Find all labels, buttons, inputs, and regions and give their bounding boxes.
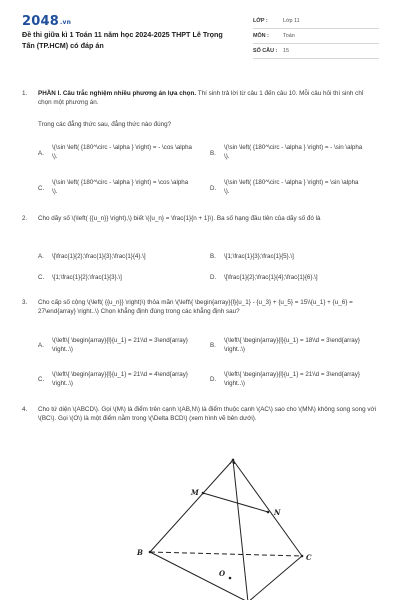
option-letter: D. bbox=[210, 274, 217, 281]
option-letter: B. bbox=[210, 253, 216, 260]
tetrahedron-figure bbox=[130, 452, 320, 600]
option-text: \(\left\{ \begin{array}{l}{u_1} = 21\\d = 3\end{array} \right..\) bbox=[224, 371, 360, 387]
question-text: Cho dãy số \(\left( {{u_n}} \right),\) biết \({u_n} = \frac{1}{n + 1}\). Ba số hạng đầu tiên của dãy số đó là bbox=[38, 215, 321, 222]
tetrahedron-diagram bbox=[130, 452, 320, 600]
question-4 bbox=[22, 405, 382, 445]
meta-key: MÔN : bbox=[253, 33, 269, 39]
meta-value: Lớp 11 bbox=[283, 18, 300, 24]
edge-ab bbox=[150, 460, 233, 552]
edge-bc-hidden bbox=[150, 552, 302, 556]
point-m bbox=[202, 492, 205, 495]
question-text: Cho cấp số cộng \(\left( {{u_n}} \right)\) thỏa mãn \(\left\{ \begin{array}{l}{u_1} - {u_3} + {u_5} = 15\\{u_1} + {u_6} = 27\end{array} \right..\) Chọn khẳng định đúng trong các khẳng định sau? bbox=[38, 299, 353, 315]
option-text: \(\sin \left( {180^\circ - \alpha } \right) = \sin \alpha \). bbox=[224, 179, 359, 195]
option-text: \[1;\frac{1}{2};\frac{1}{3}.\] bbox=[52, 274, 122, 281]
meta-key: LỚP : bbox=[253, 18, 268, 24]
option-text: \(\sin \left( {180^\circ - \alpha } \right) = - \sin \alpha \). bbox=[224, 144, 363, 160]
label-b: B bbox=[137, 548, 143, 557]
edge-ad bbox=[233, 460, 248, 600]
label-m: M bbox=[191, 488, 199, 497]
label-o: O bbox=[219, 569, 226, 578]
edge-cd bbox=[248, 556, 302, 600]
question-3 bbox=[22, 298, 382, 398]
meta-row-class bbox=[253, 14, 379, 29]
question-prompt: Trong các đẳng thức sau, đẳng thức nào đúng? bbox=[38, 121, 172, 128]
question-2 bbox=[22, 214, 382, 284]
page-title: Đề thi giữa kì 1 Toán 11 năm học 2024-2025 THPT Lê Trọng Tấn (TP.HCM) có đáp án bbox=[22, 30, 223, 50]
meta-row-count bbox=[253, 44, 379, 59]
question-body: Thí sinh trả lời từ câu 1 đến câu 10. Mỗi câu hỏi thí sinh chỉ chọn một phương án. bbox=[38, 90, 364, 106]
option-letter: D. bbox=[210, 376, 217, 383]
option-letter: B. bbox=[210, 342, 216, 349]
option-text: \(\left\{ \begin{array}{l}{u_1} = 18\\d = 3\end{array} \right..\) bbox=[224, 337, 360, 353]
option-letter: A. bbox=[38, 150, 44, 157]
site-logo[interactable] bbox=[22, 14, 71, 29]
option-text: \[1;\frac{1}{3};\frac{1}{5}.\] bbox=[224, 253, 294, 260]
option-text: \[\frac{1}{2};\frac{1}{4};\frac{1}{6}.\] bbox=[224, 274, 318, 281]
question-number: 1. bbox=[22, 90, 28, 97]
question-number: 3. bbox=[22, 299, 28, 306]
question-text: Cho tứ diện \(ABCD\). Gọi \(M\) là điểm trên cạnh \(AB,N\) là điểm thuộc cạnh \(AC\) sao cho \(MN\) không song song với \(BC\). Gọi \(O\) là một điểm nằm trong \(\Delta BCD\) (xem hình vẽ bên dưới). bbox=[38, 406, 377, 422]
meta-value: 15 bbox=[283, 48, 289, 54]
label-a: A bbox=[230, 457, 236, 466]
option-letter: C. bbox=[38, 274, 45, 281]
edge-ac bbox=[233, 460, 302, 556]
meta-table bbox=[253, 14, 379, 59]
meta-key: SỐ CÂU : bbox=[253, 48, 278, 54]
option-text: \(\sin \left( {180^\circ - \alpha } \right) = - \cos \alpha \). bbox=[52, 144, 192, 160]
vertex-b bbox=[149, 551, 152, 554]
option-letter: C. bbox=[38, 185, 45, 192]
meta-value: Toán bbox=[283, 33, 295, 39]
option-text: \[\frac{1}{2};\frac{1}{3};\frac{1}{4}.\] bbox=[52, 253, 146, 260]
section-lead: PHẦN I. Câu trắc nghiệm nhiều phương án lựa chọn. bbox=[38, 90, 197, 97]
option-letter: C. bbox=[38, 376, 45, 383]
edge-bd bbox=[150, 552, 248, 600]
option-text: \(\left\{ \begin{array}{l}{u_1} = 21\\d = 3\end{array} \right..\) bbox=[52, 337, 188, 353]
label-c: C bbox=[306, 553, 312, 562]
logo-tld: .vn bbox=[59, 19, 72, 26]
option-letter: A. bbox=[38, 253, 44, 260]
label-n: N bbox=[274, 508, 281, 517]
logo-text: 2048 bbox=[22, 14, 59, 29]
point-n bbox=[267, 511, 270, 514]
option-text: \(\sin \left( {180^\circ - \alpha } \right) = \cos \alpha \). bbox=[52, 179, 189, 195]
question-1 bbox=[22, 89, 382, 219]
option-letter: D. bbox=[210, 185, 217, 192]
option-letter: A. bbox=[38, 342, 44, 349]
question-number: 2. bbox=[22, 215, 28, 222]
point-o bbox=[229, 577, 232, 580]
question-text bbox=[38, 89, 378, 107]
option-letter: B. bbox=[210, 150, 216, 157]
question-number: 4. bbox=[22, 406, 28, 413]
vertex-c bbox=[301, 555, 304, 558]
option-text: \(\left\{ \begin{array}{l}{u_1} = 21\\d = 4\end{array} \right..\) bbox=[52, 371, 188, 387]
meta-row-subject bbox=[253, 29, 379, 44]
